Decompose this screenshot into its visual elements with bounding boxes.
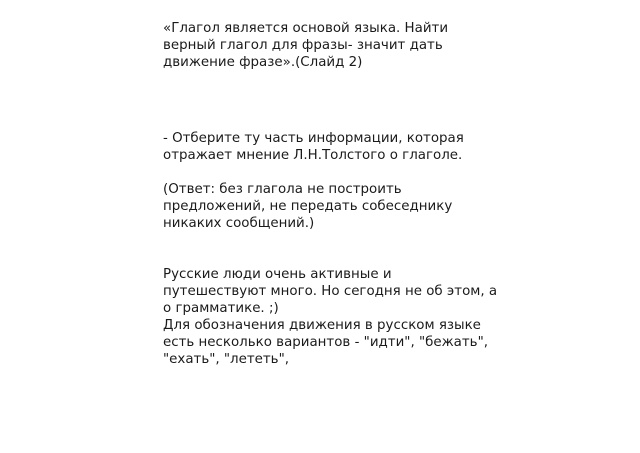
text-line: есть несколько вариантов - "идти", "бежать",: [163, 335, 488, 350]
text-line: Русские люди очень активные и: [163, 267, 392, 282]
answer-paragraph: [163, 181, 493, 232]
text-line: путешествуют много. Но сегодня не об этом, а: [163, 284, 498, 299]
quote-paragraph: [163, 20, 493, 71]
text-line: "ехать", "лететь",: [163, 352, 289, 367]
text-line: предложений, не передать собеседнику: [163, 199, 453, 214]
text-line: отражает мнение Л.Н.Толстого о глаголе.: [163, 148, 463, 163]
grammar-paragraph: [163, 266, 498, 368]
text-line: о грамматике. ;): [163, 301, 279, 316]
text-line: (Ответ: без глагола не построить: [163, 182, 402, 197]
task-paragraph: [163, 130, 493, 164]
text-line: движение фразе».(Слайд 2): [163, 55, 363, 70]
text-line: - Отберите ту часть информации, которая: [163, 131, 464, 146]
text-line: никаких сообщений.): [163, 216, 315, 231]
text-line: Для обозначения движения в русском языке: [163, 318, 481, 333]
text-line: «Глагол является основой языка. Найти: [163, 21, 449, 36]
text-line: верный глагол для фразы- значит дать: [163, 38, 443, 53]
